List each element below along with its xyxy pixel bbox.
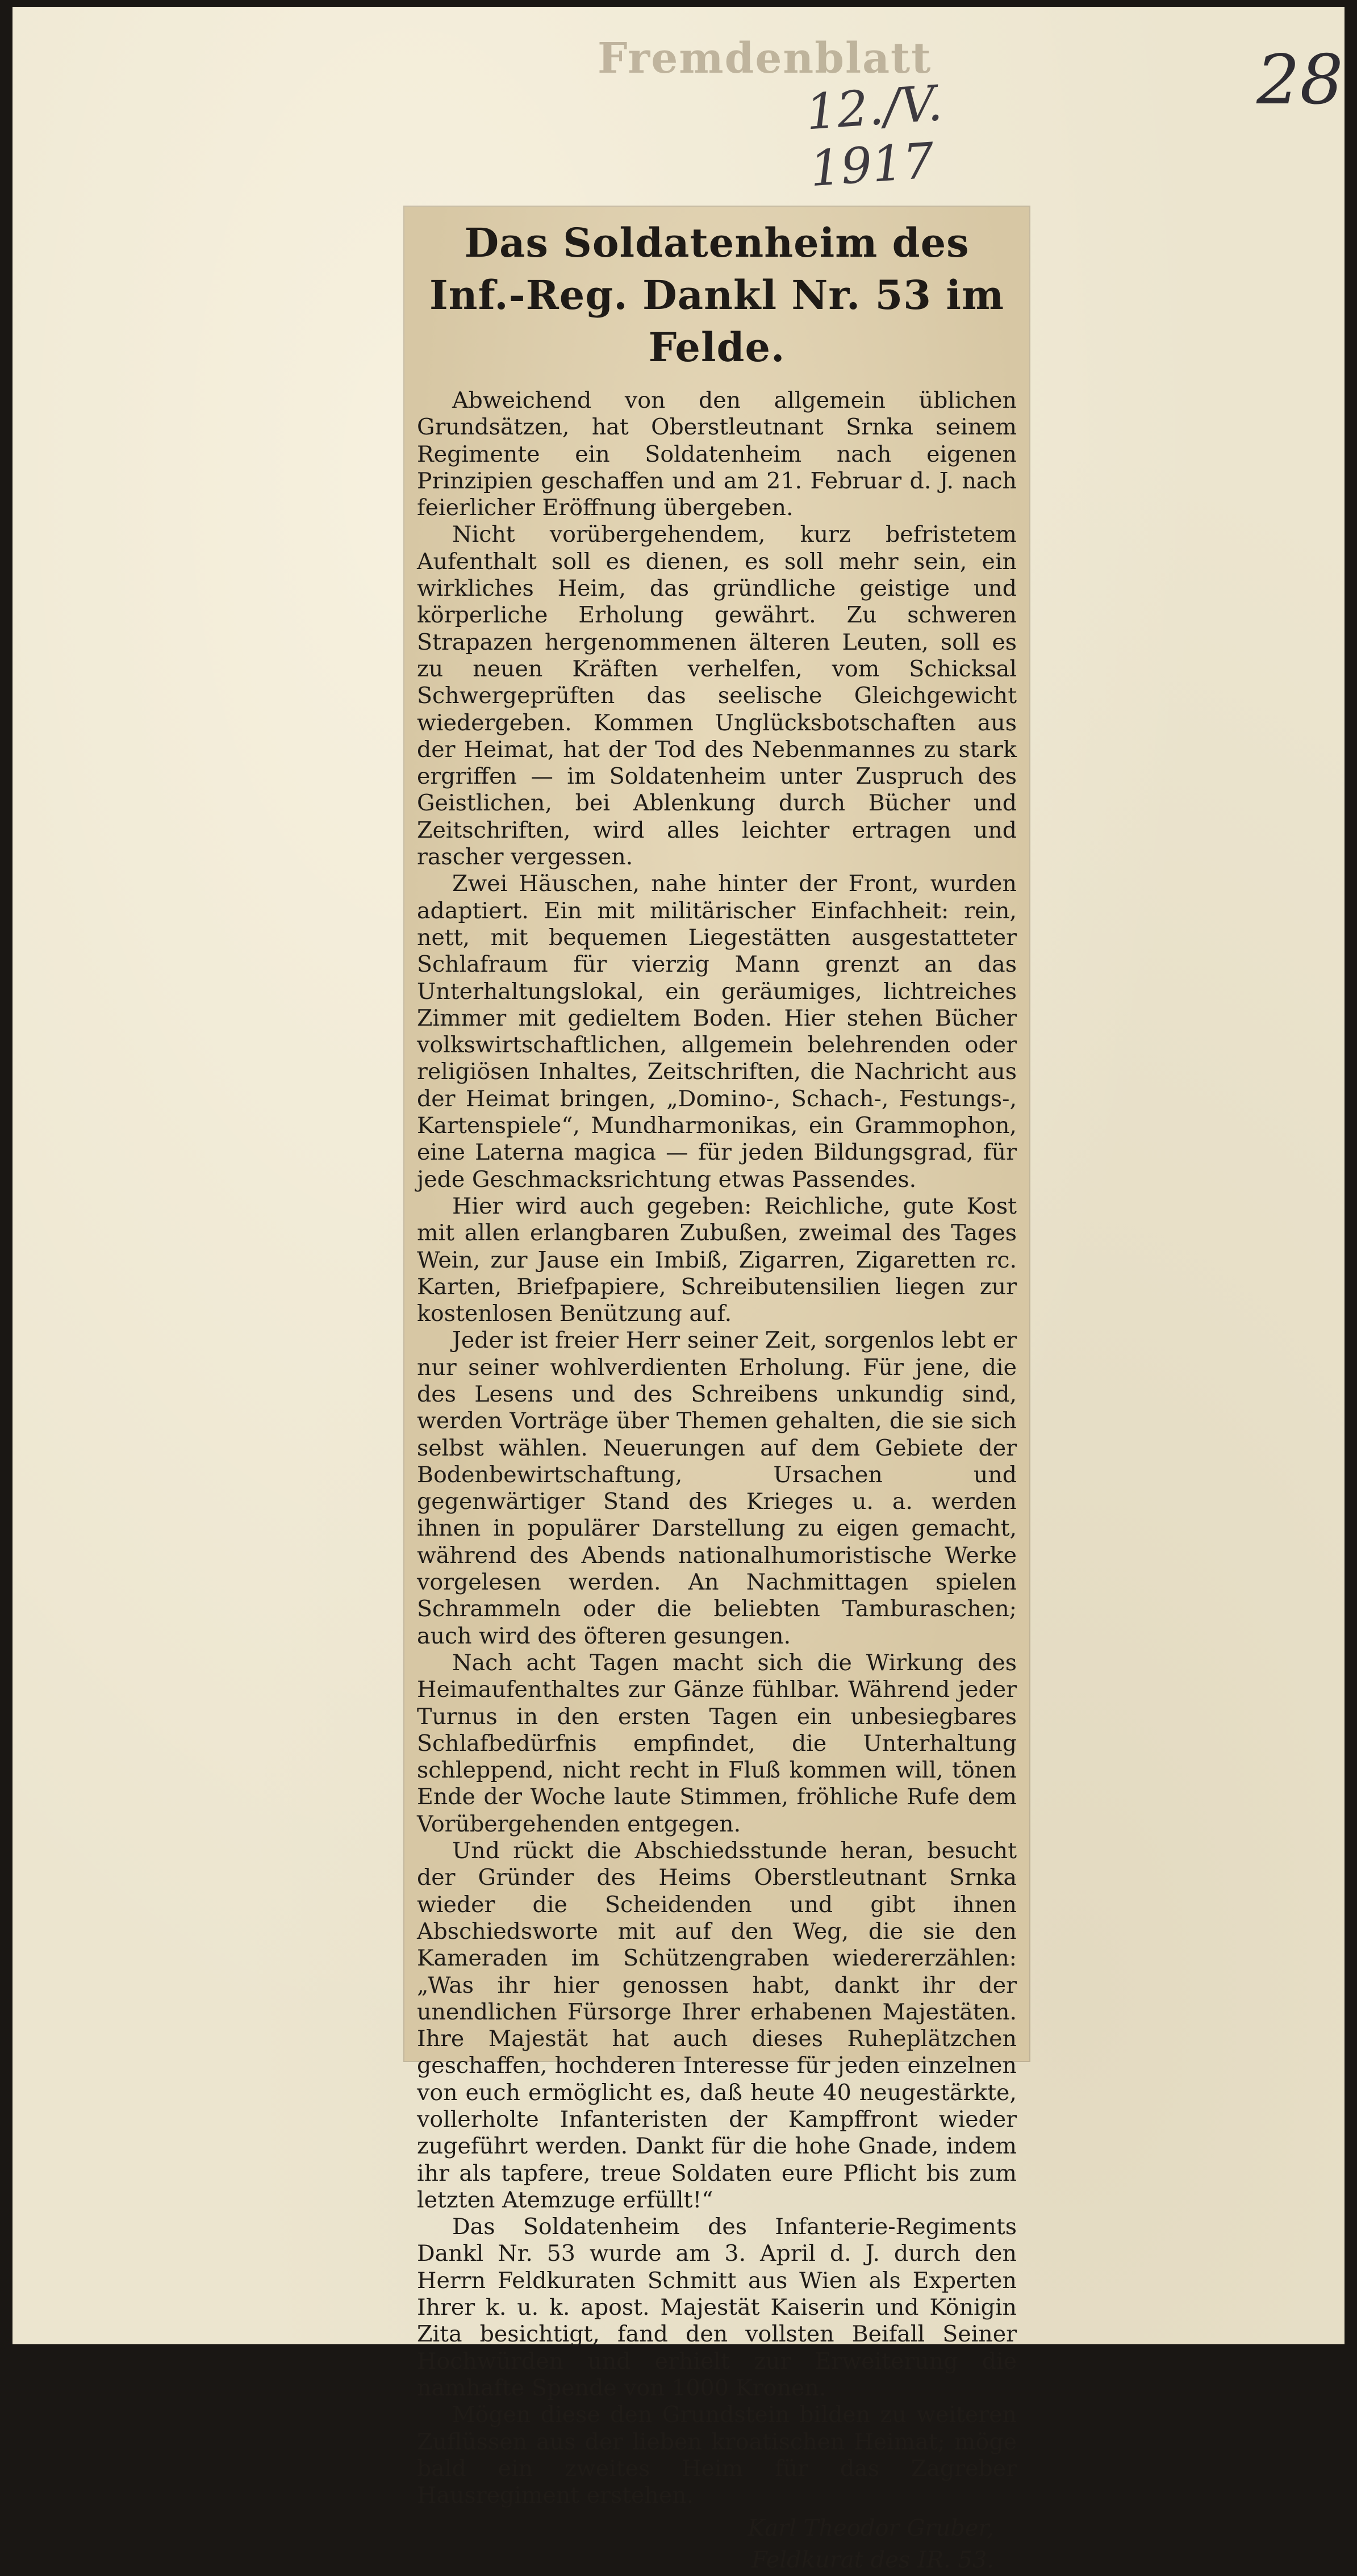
handwritten-date: 12./V. 1917 [804,74,945,198]
article-paragraph: Nicht vorübergehendem, kurz befristetem Aufenthalt soll es dienen, es soll mehr sein, ein wirkliches Heim, das gründliche geistige und körperliche Erholung gewährt. Zu schweren Strapazen hergenommenen älteren Leuten, soll es zu neuen Kräften verhelfen, vom Schicksal Schwergeprüften das seelische Gleichgewicht wiedergeben. Kommen Unglücksbotschaften aus der Heimat, hat der Tod des Nebenmannes zu stark ergriffen — im Soldatenheim unter Zuspruch des Geistlichen, bei Ablenkung durch Bücher und Zeitschriften, wird alles leichter ertragen und rascher vergessen. [417,521,1017,871]
archive-sheet [12,7,1345,2574]
article-paragraph: Abweichend von den allgemein üblichen Grundsätzen, hat Oberstleutnant Srnka seinem Regimente ein Soldatenheim nach eigenen Prinzipien geschaffen und am 21. Februar d. J. nach feierlicher Eröffnung übergeben. [417,387,1017,521]
article-paragraph: Zwei Häuschen, nahe hinter der Front, wurden adaptiert. Ein mit militärischer Einfachheit: rein, nett, mit bequemen Liegestätten ausgestatteter Schlafraum für vierzig Mann grenzt an das Unterhaltungslokal, ein geräumiges, lichtreiches Zimmer mit gedieltem Boden. Hier stehen Bücher volkswirtschaftlichen, allgemein belehrenden oder religiösen Inhaltes, Zeitschriften, die Nachricht aus der Heimat bringen, „Domino-, Schach-, Festungs-, Kartenspiele“, Mundharmonikas, ein Grammophon, eine Laterna magica — für jeden Bildungsgrad, für jede Geschmacksrichtung etwas Passendes. [417,871,1017,1193]
article-paragraph: Mögen diese den Grundstein bilden zu weiteren Zuflüssen aus der lieben kroatischen Heimat; möge bald ein zweites Heim für das Zagreber Hausregiment erstehen. [417,2402,1017,2509]
signature-title: Feldkurat des IR. 53. [751,2547,994,2574]
article-headline: Das Soldatenheim des Inf.-Reg. Dankl Nr. 53 im Felde. [429,219,1005,371]
article-paragraph: Jeder ist freier Herr seiner Zeit, sorgenlos lebt er nur seiner wohlverdienten Erholung. Für jene, die des Lesens und des Schreibens unkundig sind, werden Vorträge über Themen gehalten, die sie sich selbst wählen. Neuerungen auf dem Gebiete der Bodenbewirtschaftung, Ursachen und gegenwärtiger Stand des Krieges u. a. werden ihnen in populärer Darstellung zu eigen gemacht, während des Abends nationalhumoristische Werke vorgelesen werden. An Nachmittagen spielen Schrammeln oder die beliebten Tamburaschen; auch wird des öfteren gesungen. [417,1327,1017,1649]
newspaper-stamp: Fremdenblatt [598,34,932,83]
article-paragraph: Das Soldatenheim des Infanterie-Regiments Dankl Nr. 53 wurde am 3. April d. J. durch den Herrn Feldkuraten Schmitt aus Wien als Experten Ihrer k. u. k. apost. Majestät Kaiserin und Königin Zita besichtigt, fand den vollsten Beifall Seiner Hochwürden und erhielt zur Erweiterung die namhafte Spende von 1000 Kronen. [417,2214,1017,2401]
article-paragraph: Hier wird auch gegeben: Reichliche, gute Kost mit allen erlangbaren Zubußen, zweimal des Tages Wein, zur Jause ein Imbiß, Zigarren, Zigaretten rc. Karten, Briefpapiere, Schreibutensilien liegen zur kostenlosen Benützung auf. [417,1193,1017,1327]
article-paragraph: Nach acht Tagen macht sich die Wirkung des Heimaufenthaltes zur Gänze fühlbar. Während jeder Turnus in den ersten Tagen ein unbesiegbares Schlafbedürfnis empfindet, die Unterhaltung schleppend, nicht recht in Fluß kommen will, tönen Ende der Woche laute Stimmen, fröhliche Rufe dem Vorübergehenden entgegen. [417,1649,1017,1837]
signature-name: Karl Theodor Gruber, [748,2515,994,2542]
article-paragraph: Und rückt die Abschiedsstunde heran, besucht der Gründer des Heims Oberstleutnant Srnka wieder die Scheidenden und gibt ihnen Abschiedsworte mit auf den Weg, die sie den Kameraden im Schützengraben wiedererzählen: „Was ihr hier genossen habt, dankt ihr der unendlichen Fürsorge Ihrer erhabenen Majestäten. Ihre Majestät hat auch dieses Ruheplätzchen geschaffen, hochderen Interesse für jeden einzelnen von euch ermöglicht es, daß heute 40 neugestärkte, vollerholte Infanteristen der Kampffront wieder zugeführt werden. Dankt für die hohe Gnade, indem ihr als tapfere, treue Soldaten eure Pflicht bis zum letzten Atemzuge erfüllt!“ [417,1838,1017,2213]
newspaper-clipping [404,207,1029,2574]
page-number: 28 [1256,41,1343,120]
article-signature [417,2512,994,2576]
